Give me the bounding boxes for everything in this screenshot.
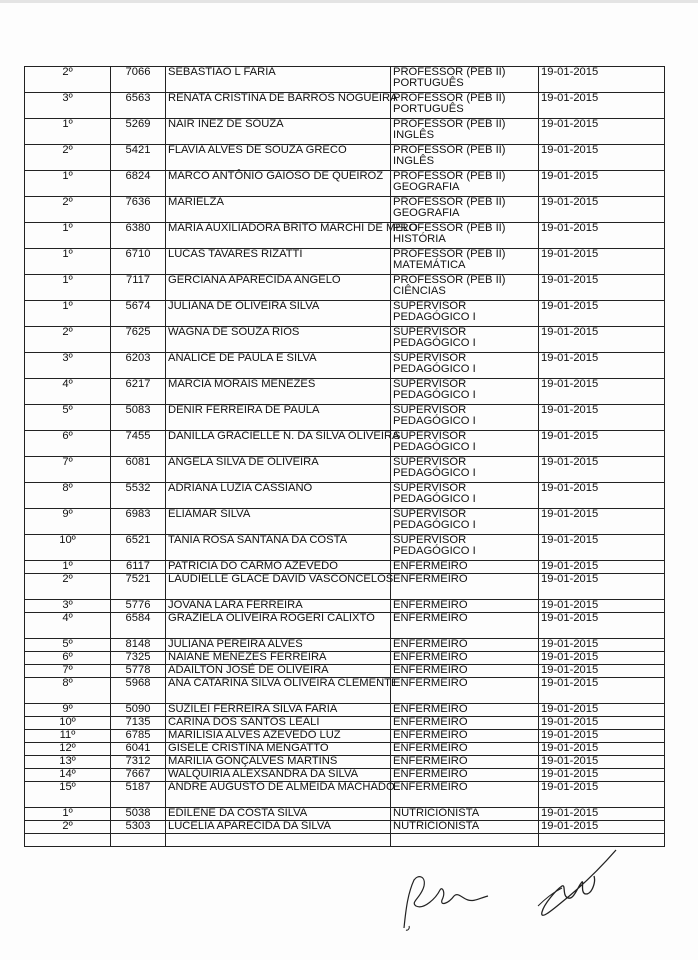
date-cell: 19-01-2015 — [539, 574, 665, 600]
registration-number-cell: 6521 — [111, 535, 166, 561]
rank-cell: 1º — [25, 223, 111, 249]
candidate-name-cell: MARCIA MORAIS MENEZES — [166, 379, 391, 405]
position-cell — [391, 678, 539, 704]
registration-number-cell: 7325 — [111, 652, 166, 665]
rank-cell: 1º — [25, 249, 111, 275]
date-cell: 19-01-2015 — [539, 171, 665, 197]
position-line: PEDAGÓGICO I — [393, 519, 476, 531]
position-line: ENFERMEIRO — [393, 755, 468, 767]
handwritten-signature-left — [396, 868, 496, 934]
candidate-name-cell: NAIANE MENEZES FERREIRA — [166, 652, 391, 665]
registration-number-cell: 6203 — [111, 353, 166, 379]
registration-number-cell: 7636 — [111, 197, 166, 223]
registration-number-cell: 5269 — [111, 119, 166, 145]
position-line: SUPERVISOR — [393, 404, 467, 416]
candidate-name-cell: ANALICE DE PAULA E SILVA — [166, 353, 391, 379]
date-cell: 19-01-2015 — [539, 743, 665, 756]
rank-cell: 1º — [25, 275, 111, 301]
table-row — [25, 223, 665, 249]
rank-cell: 8º — [25, 678, 111, 704]
position-cell — [391, 613, 539, 639]
rank-cell: 3º — [25, 600, 111, 613]
position-cell — [391, 197, 539, 223]
candidate-name-cell: CARINA DOS SANTOS LEALI — [166, 717, 391, 730]
candidate-name-cell: GISELE CRISTINA MENGATTO — [166, 743, 391, 756]
position-line: SUPERVISOR — [393, 352, 467, 364]
candidate-name-cell: TANIA ROSA SANTANA DA COSTA — [166, 535, 391, 561]
position-line: SUPERVISOR — [393, 508, 467, 520]
position-cell — [391, 639, 539, 652]
rank-cell: 9º — [25, 704, 111, 717]
table-row — [25, 756, 665, 769]
date-cell: 19-01-2015 — [539, 808, 665, 821]
candidate-name-cell: MARILIA GONÇALVES MARTINS — [166, 756, 391, 769]
table-row — [25, 197, 665, 223]
date-cell: 19-01-2015 — [539, 717, 665, 730]
candidate-name-cell: ELIAMAR SILVA — [166, 509, 391, 535]
position-cell — [391, 171, 539, 197]
handwritten-signature-right — [532, 846, 620, 924]
date-cell: 19-01-2015 — [539, 275, 665, 301]
candidate-roster-table — [24, 66, 665, 847]
registration-number-cell: 6824 — [111, 171, 166, 197]
table-row — [25, 808, 665, 821]
rank-cell: 2º — [25, 67, 111, 93]
date-cell: 19-01-2015 — [539, 431, 665, 457]
table-row — [25, 353, 665, 379]
registration-number-cell: 7117 — [111, 275, 166, 301]
registration-number-cell — [111, 834, 166, 847]
position-line: PEDAGÓGICO I — [393, 363, 476, 375]
position-cell — [391, 834, 539, 847]
position-cell — [391, 119, 539, 145]
table-row — [25, 249, 665, 275]
position-cell — [391, 67, 539, 93]
position-cell — [391, 782, 539, 808]
candidate-name-cell: WAGNA DE SOUZA RIOS — [166, 327, 391, 353]
position-cell — [391, 405, 539, 431]
rank-cell: 2º — [25, 327, 111, 353]
table-row — [25, 379, 665, 405]
date-cell: 19-01-2015 — [539, 561, 665, 574]
date-cell: 19-01-2015 — [539, 119, 665, 145]
candidate-name-cell: GERCIANA APARECIDA ANGELO — [166, 275, 391, 301]
candidate-name-cell: LAUDIELLE GLACE DAVID VASCONCELOS — [166, 574, 391, 600]
date-cell: 19-01-2015 — [539, 769, 665, 782]
candidate-name-cell: MARILISIA ALVES AZEVEDO LUZ — [166, 730, 391, 743]
registration-number-cell: 5968 — [111, 678, 166, 704]
table-row — [25, 730, 665, 743]
rank-cell: 2º — [25, 197, 111, 223]
table-row — [25, 457, 665, 483]
table-row — [25, 652, 665, 665]
rank-cell: 11º — [25, 730, 111, 743]
position-line: ENFERMEIRO — [393, 573, 468, 585]
rank-cell: 10º — [25, 717, 111, 730]
candidate-name-cell: MARIELZA — [166, 197, 391, 223]
position-line: PROFESSOR (PEB II) — [393, 274, 506, 286]
date-cell: 19-01-2015 — [539, 197, 665, 223]
date-cell: 19-01-2015 — [539, 639, 665, 652]
registration-number-cell: 5303 — [111, 821, 166, 834]
position-cell — [391, 145, 539, 171]
registration-number-cell: 5421 — [111, 145, 166, 171]
table-row — [25, 509, 665, 535]
position-line: PROFESSOR (PEB II) — [393, 170, 506, 182]
position-cell — [391, 704, 539, 717]
rank-cell: 7º — [25, 665, 111, 678]
registration-number-cell: 6710 — [111, 249, 166, 275]
rank-cell: 1º — [25, 301, 111, 327]
registration-number-cell: 6081 — [111, 457, 166, 483]
roster-body — [25, 67, 665, 847]
position-line: PROFESSOR (PEB II) — [393, 196, 506, 208]
position-cell — [391, 808, 539, 821]
rank-cell — [25, 834, 111, 847]
position-line: SUPERVISOR — [393, 482, 467, 494]
registration-number-cell: 7455 — [111, 431, 166, 457]
registration-number-cell: 7066 — [111, 67, 166, 93]
rank-cell: 4º — [25, 379, 111, 405]
position-line: PEDAGÓGICO I — [393, 493, 476, 505]
candidate-name-cell: SEBASTIAO L FARIA — [166, 67, 391, 93]
date-cell: 19-01-2015 — [539, 353, 665, 379]
position-cell — [391, 769, 539, 782]
registration-number-cell: 6041 — [111, 743, 166, 756]
position-cell — [391, 327, 539, 353]
position-cell — [391, 301, 539, 327]
candidate-name-cell: ANA CATARINA SILVA OLIVEIRA CLEMENTE — [166, 678, 391, 704]
position-cell — [391, 730, 539, 743]
registration-number-cell: 6584 — [111, 613, 166, 639]
position-line: PEDAGÓGICO I — [393, 441, 476, 453]
rank-cell: 2º — [25, 821, 111, 834]
position-cell — [391, 509, 539, 535]
table-row — [25, 834, 665, 847]
candidate-name-cell: EDILENE DA COSTA SILVA — [166, 808, 391, 821]
date-cell: 19-01-2015 — [539, 535, 665, 561]
table-row — [25, 600, 665, 613]
rank-cell: 1º — [25, 119, 111, 145]
position-line: INGLÊS — [393, 129, 435, 141]
date-cell: 19-01-2015 — [539, 379, 665, 405]
position-line: ENFERMEIRO — [393, 781, 468, 793]
position-cell — [391, 223, 539, 249]
position-line: ENFERMEIRO — [393, 768, 468, 780]
position-line: MATEMÁTICA — [393, 259, 466, 271]
position-line: ENFERMEIRO — [393, 599, 468, 611]
candidate-name-cell: MARIA AUXILIADORA BRITO MARCHI DE MELO — [166, 223, 391, 249]
table-row — [25, 145, 665, 171]
position-line: SUPERVISOR — [393, 430, 467, 442]
date-cell: 19-01-2015 — [539, 67, 665, 93]
registration-number-cell: 7312 — [111, 756, 166, 769]
position-line: NUTRICIONISTA — [393, 807, 480, 819]
position-line: ENFERMEIRO — [393, 560, 468, 572]
candidate-name-cell: ANGELA SILVA DE OLIVEIRA — [166, 457, 391, 483]
registration-number-cell: 6785 — [111, 730, 166, 743]
table-row — [25, 561, 665, 574]
rank-cell: 1º — [25, 171, 111, 197]
position-line: PROFESSOR (PEB II) — [393, 144, 506, 156]
position-line: HISTÓRIA — [393, 233, 446, 245]
position-line: ENFERMEIRO — [393, 638, 468, 650]
position-line: ENFERMEIRO — [393, 612, 468, 624]
position-cell — [391, 652, 539, 665]
position-line: PROFESSOR (PEB II) — [393, 66, 506, 78]
candidate-name-cell: DANILLA GRACIELLE N. DA SILVA OLIVEIRA — [166, 431, 391, 457]
position-cell — [391, 431, 539, 457]
table-row — [25, 93, 665, 119]
position-cell — [391, 457, 539, 483]
table-row — [25, 119, 665, 145]
position-cell — [391, 275, 539, 301]
position-line: SUPERVISOR — [393, 300, 467, 312]
position-line: ENFERMEIRO — [393, 729, 468, 741]
position-line: SUPERVISOR — [393, 456, 467, 468]
date-cell: 19-01-2015 — [539, 730, 665, 743]
registration-number-cell: 5187 — [111, 782, 166, 808]
registration-number-cell: 5674 — [111, 301, 166, 327]
position-cell — [391, 574, 539, 600]
position-line: PORTUGUÊS — [393, 103, 464, 115]
position-cell — [391, 535, 539, 561]
date-cell: 19-01-2015 — [539, 93, 665, 119]
rank-cell: 9º — [25, 509, 111, 535]
registration-number-cell: 8148 — [111, 639, 166, 652]
candidate-name-cell: LUCAS TAVARES RIZATTI — [166, 249, 391, 275]
position-cell — [391, 717, 539, 730]
table-row — [25, 743, 665, 756]
rank-cell: 13º — [25, 756, 111, 769]
candidate-name-cell: JOVANA LARA FERREIRA — [166, 600, 391, 613]
rank-cell: 14º — [25, 769, 111, 782]
date-cell: 19-01-2015 — [539, 223, 665, 249]
registration-number-cell: 5778 — [111, 665, 166, 678]
rank-cell: 10º — [25, 535, 111, 561]
position-line: PEDAGÓGICO I — [393, 337, 476, 349]
date-cell: 19-01-2015 — [539, 678, 665, 704]
registration-number-cell: 5090 — [111, 704, 166, 717]
registration-number-cell: 5038 — [111, 808, 166, 821]
table-row — [25, 639, 665, 652]
position-line: ENFERMEIRO — [393, 716, 468, 728]
rank-cell: 3º — [25, 353, 111, 379]
position-line: SUPERVISOR — [393, 534, 467, 546]
position-cell — [391, 249, 539, 275]
candidate-name-cell: FLAVIA ALVES DE SOUZA GRECO — [166, 145, 391, 171]
rank-cell: 1º — [25, 561, 111, 574]
table-row — [25, 782, 665, 808]
table-row — [25, 67, 665, 93]
date-cell: 19-01-2015 — [539, 249, 665, 275]
candidate-name-cell — [166, 834, 391, 847]
registration-number-cell: 5083 — [111, 405, 166, 431]
date-cell: 19-01-2015 — [539, 652, 665, 665]
candidate-name-cell: ANDRE AUGUSTO DE ALMEIDA MACHADO — [166, 782, 391, 808]
rank-cell: 5º — [25, 405, 111, 431]
candidate-name-cell: JULIANA PEREIRA ALVES — [166, 639, 391, 652]
date-cell: 19-01-2015 — [539, 327, 665, 353]
registration-number-cell: 6983 — [111, 509, 166, 535]
position-line: ENFERMEIRO — [393, 742, 468, 754]
position-line: PROFESSOR (PEB II) — [393, 118, 506, 130]
position-line: ENFERMEIRO — [393, 703, 468, 715]
date-cell: 19-01-2015 — [539, 782, 665, 808]
registration-number-cell: 6563 — [111, 93, 166, 119]
position-line: PEDAGÓGICO I — [393, 415, 476, 427]
position-cell — [391, 756, 539, 769]
registration-number-cell: 7667 — [111, 769, 166, 782]
position-line: PEDAGÓGICO I — [393, 545, 476, 557]
candidate-name-cell: SUZILEI FERREIRA SILVA FARIA — [166, 704, 391, 717]
registration-number-cell: 7625 — [111, 327, 166, 353]
rank-cell: 6º — [25, 431, 111, 457]
scan-edge — [0, 0, 698, 3]
candidate-name-cell: ADAILTON JOSÉ DE OLIVEIRA — [166, 665, 391, 678]
position-line: ENFERMEIRO — [393, 651, 468, 663]
position-line: PEDAGÓGICO I — [393, 389, 476, 401]
registration-number-cell: 5532 — [111, 483, 166, 509]
date-cell: 19-01-2015 — [539, 704, 665, 717]
table-row — [25, 821, 665, 834]
rank-cell: 12º — [25, 743, 111, 756]
position-line: GEOGRAFIA — [393, 181, 460, 193]
position-line: PROFESSOR (PEB II) — [393, 222, 506, 234]
table-row — [25, 717, 665, 730]
date-cell: 19-01-2015 — [539, 665, 665, 678]
date-cell: 19-01-2015 — [539, 821, 665, 834]
position-line: ENFERMEIRO — [393, 677, 468, 689]
position-line: SUPERVISOR — [393, 378, 467, 390]
rank-cell: 2º — [25, 145, 111, 171]
rank-cell: 2º — [25, 574, 111, 600]
candidate-name-cell: LUCELIA APARECIDA DA SILVA — [166, 821, 391, 834]
rank-cell: 7º — [25, 457, 111, 483]
position-line: PEDAGÓGICO I — [393, 467, 476, 479]
position-line: PROFESSOR (PEB II) — [393, 248, 506, 260]
date-cell: 19-01-2015 — [539, 405, 665, 431]
table-row — [25, 704, 665, 717]
candidate-name-cell: WALQUIRIA ALEXSANDRA DA SILVA — [166, 769, 391, 782]
position-line: SUPERVISOR — [393, 326, 467, 338]
candidate-name-cell: RENATA CRISTINA DE BARROS NOGUEIRA — [166, 93, 391, 119]
date-cell: 19-01-2015 — [539, 301, 665, 327]
date-cell: 19-01-2015 — [539, 145, 665, 171]
table-row — [25, 574, 665, 600]
table-row — [25, 769, 665, 782]
rank-cell: 1º — [25, 808, 111, 821]
position-line: CIÊNCIAS — [393, 285, 446, 297]
registration-number-cell: 6217 — [111, 379, 166, 405]
table-row — [25, 613, 665, 639]
date-cell: 19-01-2015 — [539, 483, 665, 509]
position-line: INGLÊS — [393, 155, 435, 167]
registration-number-cell: 7521 — [111, 574, 166, 600]
position-line: ENFERMEIRO — [393, 664, 468, 676]
rank-cell: 5º — [25, 639, 111, 652]
date-cell: 19-01-2015 — [539, 509, 665, 535]
date-cell — [539, 834, 665, 847]
position-cell — [391, 561, 539, 574]
candidate-name-cell: NAIR INEZ DE SOUZA — [166, 119, 391, 145]
rank-cell: 4º — [25, 613, 111, 639]
table-row — [25, 678, 665, 704]
position-cell — [391, 600, 539, 613]
position-line: GEOGRAFIA — [393, 207, 460, 219]
rank-cell: 6º — [25, 652, 111, 665]
table-row — [25, 431, 665, 457]
position-cell — [391, 379, 539, 405]
rank-cell: 15º — [25, 782, 111, 808]
rank-cell: 3º — [25, 93, 111, 119]
registration-number-cell: 5776 — [111, 600, 166, 613]
position-cell — [391, 821, 539, 834]
position-line: PORTUGUÊS — [393, 77, 464, 89]
date-cell: 19-01-2015 — [539, 600, 665, 613]
rank-cell: 8º — [25, 483, 111, 509]
registration-number-cell: 7135 — [111, 717, 166, 730]
candidate-name-cell: MARCO ANTÔNIO GAIOSO DE QUEIROZ — [166, 171, 391, 197]
date-cell: 19-01-2015 — [539, 457, 665, 483]
table-row — [25, 535, 665, 561]
position-cell — [391, 483, 539, 509]
candidate-name-cell: JULIANA DE OLIVEIRA SILVA — [166, 301, 391, 327]
position-cell — [391, 93, 539, 119]
position-cell — [391, 743, 539, 756]
position-cell — [391, 665, 539, 678]
table-row — [25, 483, 665, 509]
table-row — [25, 665, 665, 678]
candidate-name-cell: ADRIANA LUZIA CASSIANO — [166, 483, 391, 509]
table-row — [25, 327, 665, 353]
date-cell: 19-01-2015 — [539, 613, 665, 639]
position-line: PEDAGÓGICO I — [393, 311, 476, 323]
date-cell: 19-01-2015 — [539, 756, 665, 769]
registration-number-cell: 6117 — [111, 561, 166, 574]
position-line: NUTRICIONISTA — [393, 820, 480, 832]
table-row — [25, 301, 665, 327]
table-row — [25, 171, 665, 197]
candidate-name-cell: PATRICIA DO CARMO AZEVEDO — [166, 561, 391, 574]
registration-number-cell: 6380 — [111, 223, 166, 249]
candidate-name-cell: DENIR FERREIRA DE PAULA — [166, 405, 391, 431]
position-cell — [391, 353, 539, 379]
table-row — [25, 275, 665, 301]
position-line: PROFESSOR (PEB II) — [393, 92, 506, 104]
table-row — [25, 405, 665, 431]
candidate-name-cell: GRAZIELA OLIVEIRA ROGERI CALIXTO — [166, 613, 391, 639]
